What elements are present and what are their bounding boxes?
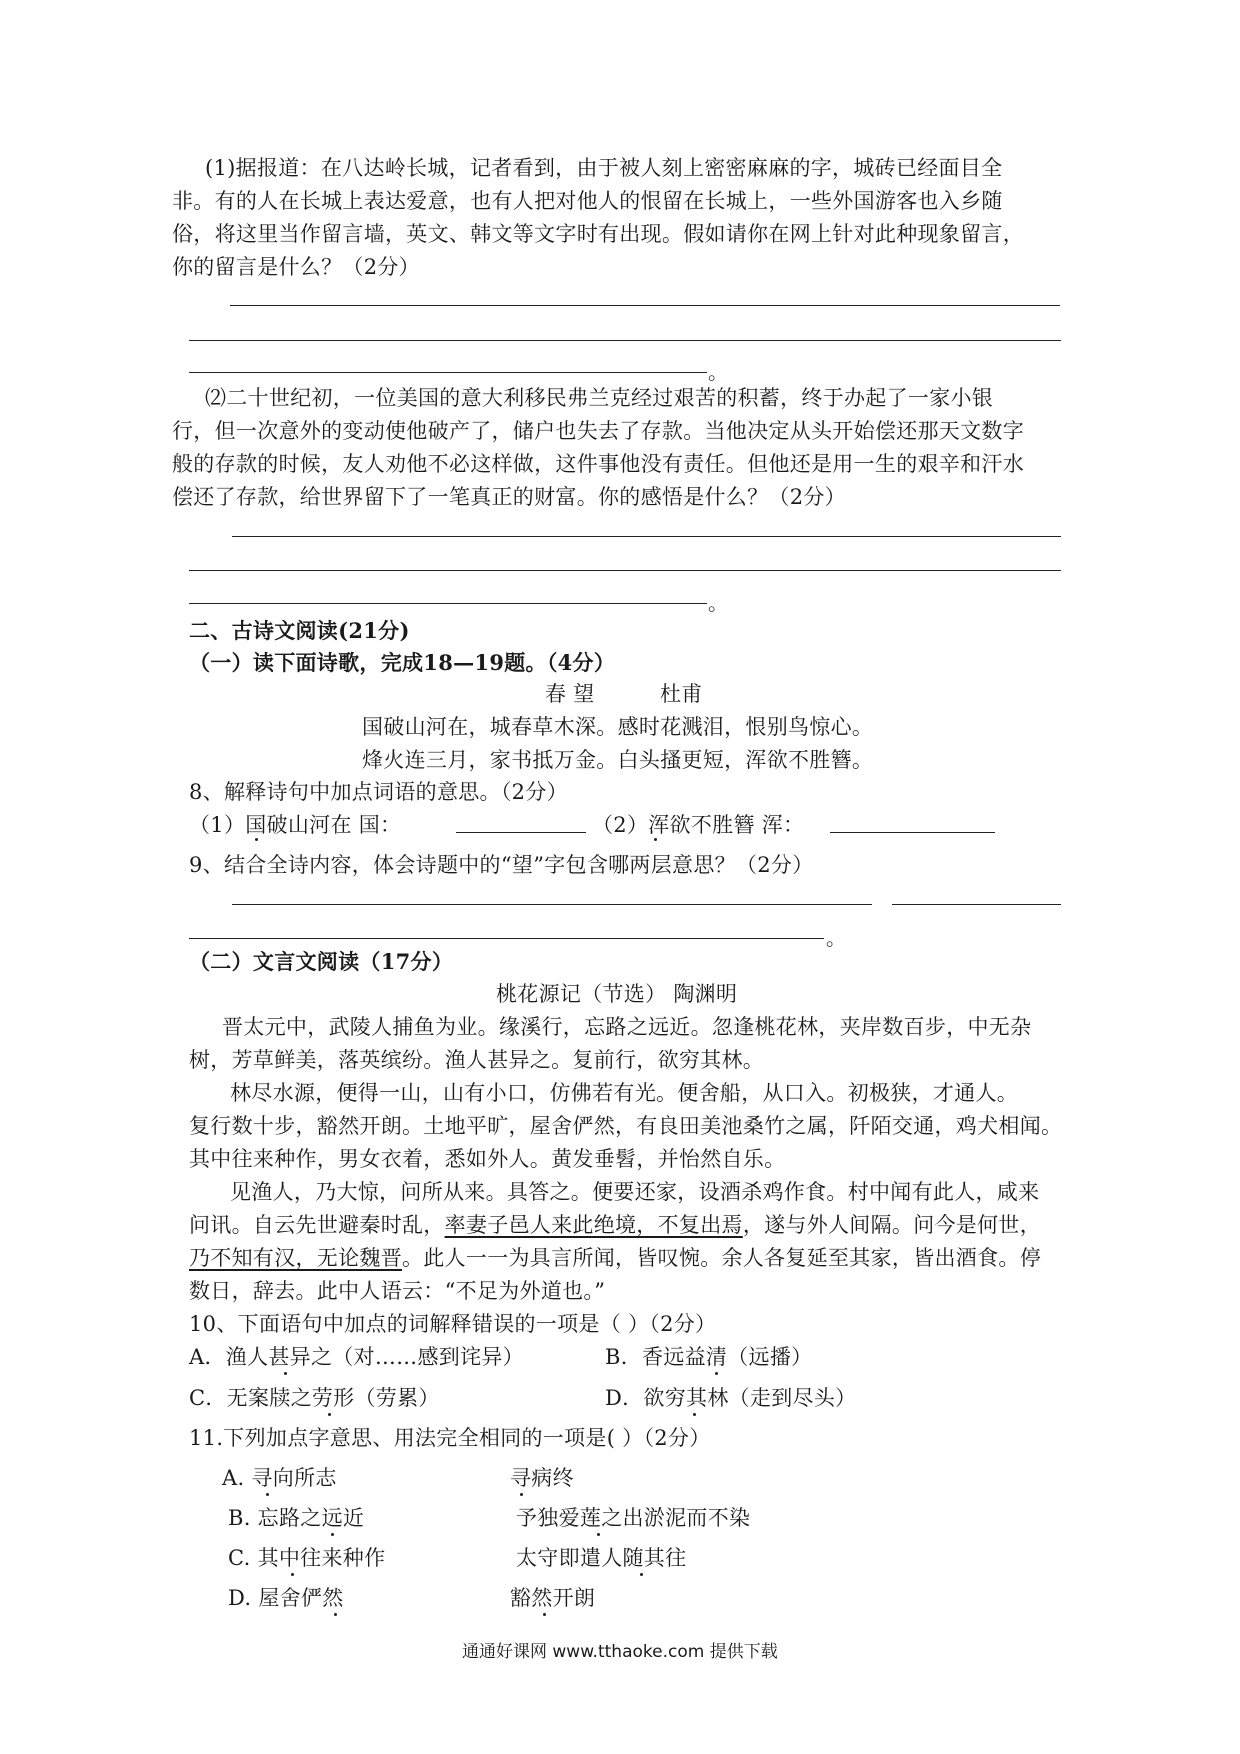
- poem-line-1: 国破山河在，城春草木深。感时花溅泪，恨别鸟惊心。: [362, 715, 874, 739]
- q10-option-c[interactable]: C．无案牍之劳形（劳累）: [189, 1386, 440, 1410]
- passage-p3-l4: 数日，辞去。此中人语云：“不足为外道也。”: [189, 1279, 606, 1303]
- passage-p2-l3: 其中往来种作，男女衣着，悉如外人。黄发垂髫，并怡然自乐。: [189, 1147, 786, 1171]
- q10-option-a[interactable]: A．渔人甚异之（对……感到诧异）: [189, 1345, 524, 1369]
- poem-title: 春 望: [545, 682, 595, 706]
- answer-line: [189, 372, 707, 373]
- passage-p3-l3: [189, 1242, 1041, 1275]
- q2-line-3: 般的存款的时候，友人劝他不必这样做，这件事他没有责任。但他还是用一生的艰辛和汗水: [172, 452, 1024, 476]
- q11-option-b-pair: 予独爱莲之出淤泥而不染: [516, 1506, 751, 1530]
- q2-line-2: 行，但一次意外的变动使他破产了，储户也失去了存款。当他决定从头开始偿还那天文数字: [172, 419, 1024, 443]
- poem-line-2: 烽火连三月，家书抵万金。白头搔更短，浑欲不胜簪。: [362, 748, 874, 772]
- emphasis-dot: [543, 1613, 546, 1616]
- q8-b-label: （2）浑欲不胜簪 浑：: [592, 813, 805, 837]
- answer-end-mark: 。: [708, 360, 728, 384]
- emphasis-dot: [266, 1493, 269, 1496]
- q10-option-b[interactable]: B．香远益清（远播）: [605, 1345, 813, 1369]
- footer-source: 通通好课网 www.tthaoke.com 提供下载: [462, 1642, 778, 1662]
- answer-line: [230, 305, 1060, 306]
- q10-option-d[interactable]: D．欲穷其林（走到尽头）: [605, 1386, 857, 1410]
- answer-line: [232, 904, 872, 905]
- passage-p1-l2: 树，芳草鲜美，落英缤纷。渔人甚异之。复前行，欲穷其林。: [189, 1048, 765, 1072]
- emphasis-dot: [331, 1533, 334, 1536]
- answer-end-mark: 。: [826, 926, 846, 950]
- q8-b-blank[interactable]: [830, 832, 995, 833]
- emphasis-dot: [640, 1573, 643, 1576]
- passage-p1-l1: 晋太元中，武陵人捕鱼为业。缘溪行，忘路之远近。忽逢桃花林，夹岸数百步，中无杂: [222, 1015, 1032, 1039]
- question-9: 9、结合全诗内容，体会诗题中的“望”字包含哪两层意思？（2分）: [189, 853, 814, 877]
- q1-line-3: 俗，将这里当作留言墙，英文、韩文等文字时有出现。假如请你在网上针对此种现象留言，: [172, 222, 1024, 246]
- emphasis-dot: [520, 1493, 523, 1496]
- q11-option-b[interactable]: B. 忘路之远近: [228, 1506, 365, 1530]
- q11-option-d[interactable]: D. 屋舍俨然: [228, 1586, 344, 1610]
- passage-text: 。此人一一为具言所闻，皆叹惋。余人各复延至其家，皆出酒食。停: [402, 1246, 1041, 1270]
- answer-line: [232, 536, 1061, 537]
- q1-line-4: 你的留言是什么？（2分）: [172, 255, 420, 279]
- underlined-sentence: 乃不知有汉，无论魏晋: [189, 1246, 402, 1270]
- emphasis-dot: [255, 838, 258, 841]
- answer-line: [189, 570, 1061, 571]
- passage-text: ，遂与外人间隔。问今是何世，: [742, 1213, 1042, 1237]
- answer-line: [892, 904, 1061, 905]
- passage-p3-l2: [189, 1209, 1041, 1242]
- q11-option-c-pair: 太守即遣人随其往: [516, 1546, 687, 1570]
- emphasis-dot: [597, 1533, 600, 1536]
- question-11: 11.下列加点字意思、用法完全相同的一项是( ）（2分）: [189, 1426, 711, 1450]
- emphasis-dot: [693, 1413, 696, 1416]
- emphasis-dot: [654, 838, 657, 841]
- question-8: 8、解释诗句中加点词语的意思。（2分）: [189, 780, 568, 804]
- answer-end-mark: 。: [708, 591, 728, 615]
- answer-line: [189, 603, 707, 604]
- question-10: 10、下面语句中加点的词解释错误的一项是（ ）（2分）: [189, 1312, 717, 1336]
- part2-heading: （二）文言文阅读（17分）: [189, 949, 454, 974]
- passage-p2-l1: 林尽水源，便得一山，山有小口，仿佛若有光。便舍船，从口入。初极狭，才通人。: [230, 1081, 1019, 1105]
- passage-title: 桃花源记（节选） 陶渊明: [496, 982, 738, 1006]
- part1-heading: （一）读下面诗歌，完成18—19题。（4分）: [189, 650, 616, 675]
- passage-p2-l2: 复行数十步，豁然开朗。土地平旷，屋舍俨然，有良田美池桑竹之属，阡陌交通，鸡犬相闻。: [189, 1114, 1063, 1138]
- q8-a-label: （1）国破山河在 国：: [189, 813, 402, 837]
- q8-a-blank[interactable]: [456, 832, 586, 833]
- passage-text: 问讯。自云先世避秦时乱，: [189, 1213, 445, 1237]
- passage-p3-l1: 见渔人，乃大惊，问所从来。具答之。便要还家，设酒杀鸡作食。村中闻有此人，咸来: [230, 1180, 1040, 1204]
- emphasis-dot: [715, 1372, 718, 1375]
- poem-author: 杜甫: [660, 682, 703, 706]
- answer-line: [189, 938, 824, 939]
- answer-line: [189, 340, 1061, 341]
- emphasis-dot: [291, 1573, 294, 1576]
- emphasis-dot: [284, 1372, 287, 1375]
- q11-option-a-pair: 寻病终: [510, 1466, 574, 1490]
- q11-option-a[interactable]: A. 寻向所志: [222, 1466, 337, 1490]
- q1-line-2: 非。有的人在长城上表达爱意，也有人把对他人的恨留在长城上，一些外国游客也入乡随: [172, 189, 1003, 213]
- q11-option-d-pair: 豁然开朗: [510, 1586, 596, 1610]
- q2-line-4: 偿还了存款，给世界留下了一笔真正的财富。你的感悟是什么？（2分）: [172, 485, 846, 509]
- emphasis-dot: [328, 1413, 331, 1416]
- q11-option-c[interactable]: C. 其中往来种作: [228, 1546, 386, 1570]
- underlined-sentence: 率妻子邑人来此绝境，不复出焉: [444, 1213, 743, 1237]
- emphasis-dot: [334, 1613, 337, 1616]
- q2-line-1: ⑵二十世纪初，一位美国的意大利移民弗兰克经过艰苦的积蓄，终于办起了一家小银: [205, 386, 994, 410]
- section-heading: 二、古诗文阅读(21分): [189, 618, 410, 643]
- q1-line-1: (1)据报道：在八达岭长城，记者看到，由于被人刻上密密麻麻的字，城砖已经面目全: [205, 156, 1003, 180]
